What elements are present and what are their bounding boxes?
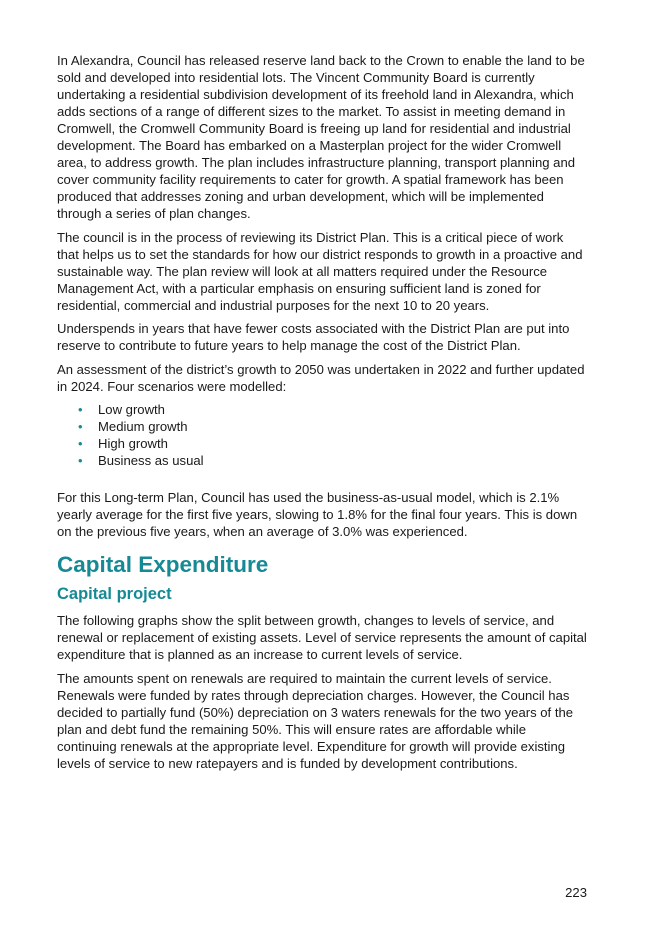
section-heading: Capital Expenditure (57, 552, 269, 577)
paragraph-district-plan-review: The council is in the process of reviewing its District Plan. This is a critical piece of work that helps us to set the standards for how our district responds to growth in a proactive and sustainable way. The plan review will look at all matters required under the Resource Management Act, with a particular emphasis on ensuring sufficient land is zoned for residential, commercial and industrial purposes for the next 10 to 20 years. (57, 229, 583, 313)
list-item-label: Low growth (98, 402, 165, 417)
paragraph-graphs-intro: The following graphs show the split between growth, changes to levels of service, and renewal or replacement of existing assets. Level of service represents the amount of capital expenditure that is planned as an increase to current levels of service. (57, 613, 587, 662)
list-item (57, 452, 587, 469)
paragraph-alexandra-cromwell: In Alexandra, Council has released reserve land back to the Crown to enable the land to be sold and developed into residential lots. The Vincent Community Board is currently undertaking a residential subdivision development of its freehold land in Alexandra, which adds sections of a range of different sizes to the market. To assist in meeting demand in Cromwell, the Cromwell Community Board is freeing up land for residential and industrial development. The Board has embarked on a Masterplan project for the wider Cromwell area, to address growth. The plan includes infrastructure planning, transport planning and cover community facility requirements to cater for growth. A spatial framework has been produced that addresses zoning and urban development, which will be implemented through a series of plan changes. (57, 53, 585, 221)
list-item (57, 435, 587, 452)
paragraph-growth-assessment: An assessment of the district’s growth to 2050 was undertaken in 2022 and further updated in 2024. Four scenarios were modelled: (57, 361, 585, 394)
list-item-label: Medium growth (98, 419, 188, 434)
list-item-label: Business as usual (98, 453, 204, 468)
bullet-icon: • (78, 419, 83, 434)
list-item-label: High growth (98, 436, 168, 451)
paragraph-business-as-usual: For this Long-term Plan, Council has used the business-as-usual model, which is 2.1% yearly average for the first five years, slowing to 1.8% for the final four years. This is down on the previous five years, when an average of 3.0% was experienced. (57, 490, 578, 539)
document-body (57, 52, 587, 778)
growth-scenarios-list (57, 401, 587, 469)
list-item (57, 418, 587, 435)
bullet-icon: • (78, 402, 83, 417)
bullet-icon: • (78, 436, 83, 451)
paragraph-renewals: The amounts spent on renewals are required to maintain the current levels of service. Renewals were funded by rates through depreciation charges. However, the Council has decided to partially fund (50%) depreciation on 3 waters renewals for the two years of the plan and debt fund the remaining 50%. This will ensure rates are affordable while continuing renewals at the appropriate level. Expenditure for growth will provide existing levels of service to new ratepayers and is funded by development contributions. (57, 670, 574, 771)
page-number: 223 (565, 885, 587, 900)
list-item (57, 401, 587, 418)
subsection-heading: Capital project (57, 585, 172, 603)
paragraph-underspends: Underspends in years that have fewer costs associated with the District Plan are put into reserve to contribute to future years to help manage the cost of the District Plan. (57, 321, 570, 353)
bullet-icon: • (78, 453, 83, 468)
